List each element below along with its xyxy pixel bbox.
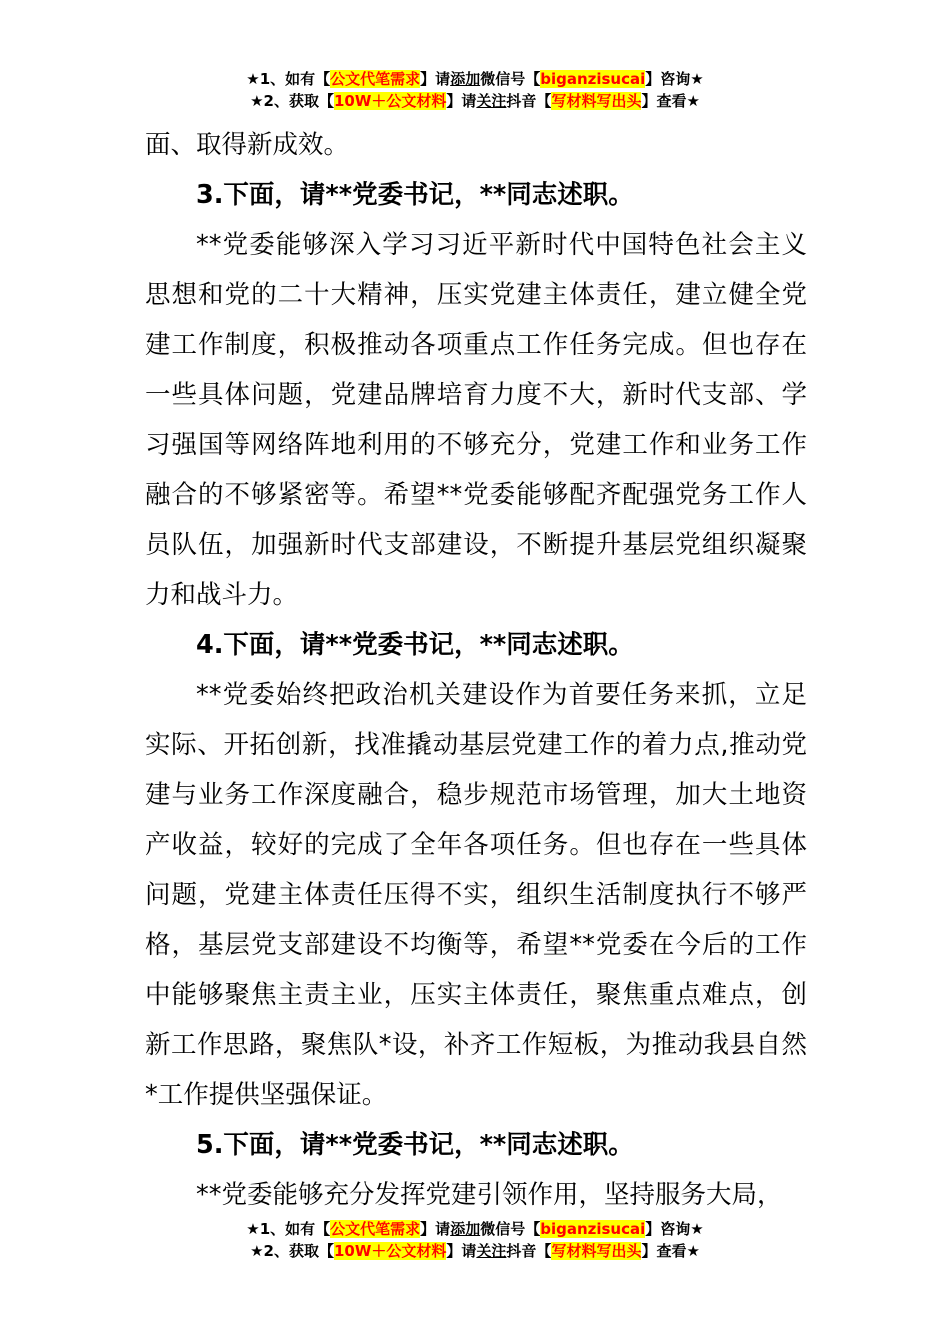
highlight-materials: 10W＋公文材料 [333, 1242, 447, 1260]
banner-text: 】咨询★ [645, 70, 704, 88]
highlight-douyin-id: 写材料写出头 [551, 92, 642, 110]
banner-text: 】查看★ [641, 1242, 700, 1260]
banner-text: 】请 [446, 92, 477, 110]
paragraph-body: **党委始终把政治机关建设作为首要任务来抓，立足实际、开拓创新，找准撬动基层党建工作的着力点,推动党建与业务工作深度融合，稳步规范市场管理，加大土地资产收益，较好的完成了全年各项任务。但也存在一些具体问题，党建主体责任压得不实，组织生活制度执行不够严格，基层党支部建设不均衡等，希望**党委在今后的工作中能够聚焦主责主业，压实主体责任，聚焦重点难点，创新工作思路，聚焦队*设，补齐工作短板，为推动我县自然*工作提供坚强保证。 [145, 680, 807, 1110]
banner-text: ★1、如有【 [246, 70, 331, 88]
banner-line-2 [0, 1240, 950, 1262]
highlight-materials: 10W＋公文材料 [333, 92, 447, 110]
top-banner [0, 68, 950, 112]
banner-text: ★2、获取【 [250, 92, 334, 110]
banner-text: 】请 [420, 70, 451, 88]
banner-underlined: 关注 [476, 92, 507, 110]
document-body [145, 120, 807, 1220]
paragraph-body: **党委能够深入学习习近平新时代中国特色社会主义思想和党的二十大精神，压实党建主体责任，建立健全党建工作制度，积极推动各项重点工作任务完成。但也存在一些具体问题，党建品牌培育力度不大，新时代支部、学习强国等网络阵地利用的不够充分，党建工作和业务工作融合的不够紧密等。希望**党委能够配齐配强党务工作人员队伍，加强新时代支部建设，不断提升基层党组织凝聚力和战斗力。 [145, 230, 807, 610]
banner-text: 微信号【 [480, 70, 541, 88]
banner-text: 】请 [420, 1220, 451, 1238]
banner-underlined: 添加 [450, 70, 481, 88]
paragraph-continuation: 面、取得新成效。 [145, 130, 350, 160]
banner-text: 】请 [446, 1242, 477, 1260]
banner-text: 抖音【 [506, 92, 552, 110]
banner-text: 】咨询★ [645, 1220, 704, 1238]
banner-text: 】查看★ [641, 92, 700, 110]
bottom-banner [0, 1218, 950, 1262]
banner-text: ★1、如有【 [246, 1220, 331, 1238]
section-heading-4: 4.下面，请**党委书记，**同志述职。 [196, 630, 634, 660]
banner-line-1 [0, 68, 950, 90]
highlight-wechat-id: biganzisucai [540, 1220, 646, 1238]
paragraph-body: **党委能够充分发挥党建引领作用，坚持服务大局， [196, 1180, 783, 1210]
highlight-service: 公文代笔需求 [330, 1220, 421, 1238]
highlight-wechat-id: biganzisucai [540, 70, 646, 88]
banner-underlined: 添加 [450, 1220, 481, 1238]
section-heading-3: 3.下面，请**党委书记，**同志述职。 [196, 180, 634, 210]
highlight-douyin-id: 写材料写出头 [551, 1242, 642, 1260]
banner-underlined: 关注 [476, 1242, 507, 1260]
section-heading-5: 5.下面，请**党委书记，**同志述职。 [196, 1130, 634, 1160]
banner-line-2 [0, 90, 950, 112]
highlight-service: 公文代笔需求 [330, 70, 421, 88]
banner-text: ★2、获取【 [250, 1242, 334, 1260]
banner-text: 抖音【 [506, 1242, 552, 1260]
banner-text: 微信号【 [480, 1220, 541, 1238]
banner-line-1 [0, 1218, 950, 1240]
